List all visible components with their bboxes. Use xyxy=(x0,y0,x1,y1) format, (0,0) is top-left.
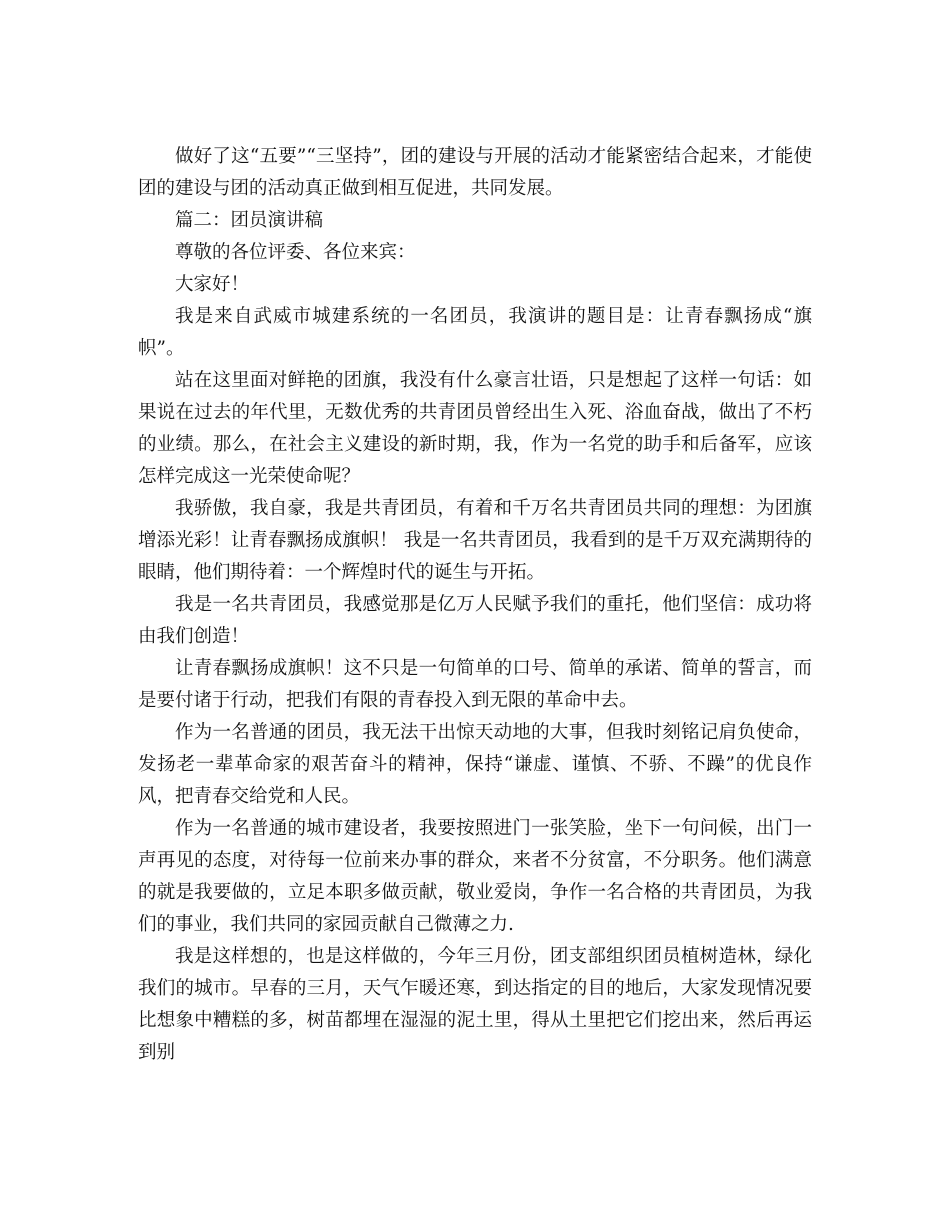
greeting: 大家好！ xyxy=(175,274,250,295)
paragraph-5: 让青春飘扬成旗帜！这不只是一句简单的口号、简单的承诺、简单的誓言，而是要付诸于行动，把我们有限的青春投入到无限的革命中去。 xyxy=(138,658,812,711)
paragraph-intro: 我是来自武威市城建系统的一名团员，我演讲的题目是：让青春飘扬成“旗帜”。 xyxy=(138,306,812,359)
document-body xyxy=(138,141,812,1069)
paragraph-7: 作为一名普通的城市建设者，我要按照进门一张笑脸，坐下一句问候，出门一声再见的态度，对待每一位前来办事的群众，来者不分贫富，不分职务。他们满意的就是我要做的，立足本职多做贡献，敬业爱岗，争作一名合格的共青团员，为我们的事业，我们共同的家园贡献自己微薄之力. xyxy=(138,818,812,935)
paragraph-1: 做好了这“五要”“三坚持”，团的建设与开展的活动才能紧密结合起来，才能使团的建设与团的活动真正做到相互促进，共同发展。 xyxy=(138,146,812,199)
paragraph-8: 我是这样想的，也是这样做的，今年三月份，团支部组织团员植树造林，绿化我们的城市。早春的三月，天气乍暖还寒，到达指定的目的地后，大家发现情况要比想象中糟糕的多，树苗都埋在湿湿的泥土里，得从土里把它们挖出来，然后再运到别 xyxy=(138,946,812,1063)
salutation: 尊敬的各位评委、各位来宾： xyxy=(175,242,416,263)
section-heading: 篇二：团员演讲稿 xyxy=(175,210,324,231)
paragraph-6: 作为一名普通的团员，我无法干出惊天动地的大事，但我时刻铭记肩负使命，发扬老一辈革命家的艰苦奋斗的精神，保持“谦虚、谨慎、不骄、不躁”的优良作风，把青春交给党和人民。 xyxy=(138,722,812,807)
paragraph-2: 站在这里面对鲜艳的团旗，我没有什么豪言壮语，只是想起了这样一句话：如果说在过去的年代里，无数优秀的共青团员曾经出生入死、浴血奋战，做出了不朽的业绩。那么，在社会主义建设的新时期，我，作为一名党的助手和后备军，应该怎样完成这一光荣使命呢？ xyxy=(138,370,812,487)
paragraph-3: 我骄傲，我自豪，我是共青团员，有着和千万名共青团员共同的理想：为团旗增添光彩！让青春飘扬成旗帜！ 我是一名共青团员，我看到的是千万双充满期待的眼睛，他们期待着：一个辉煌时代的诞生与开拓。 xyxy=(138,498,812,583)
paragraph-4: 我是一名共青团员，我感觉那是亿万人民赋予我们的重托，他们坚信：成功将由我们创造！ xyxy=(138,594,812,647)
